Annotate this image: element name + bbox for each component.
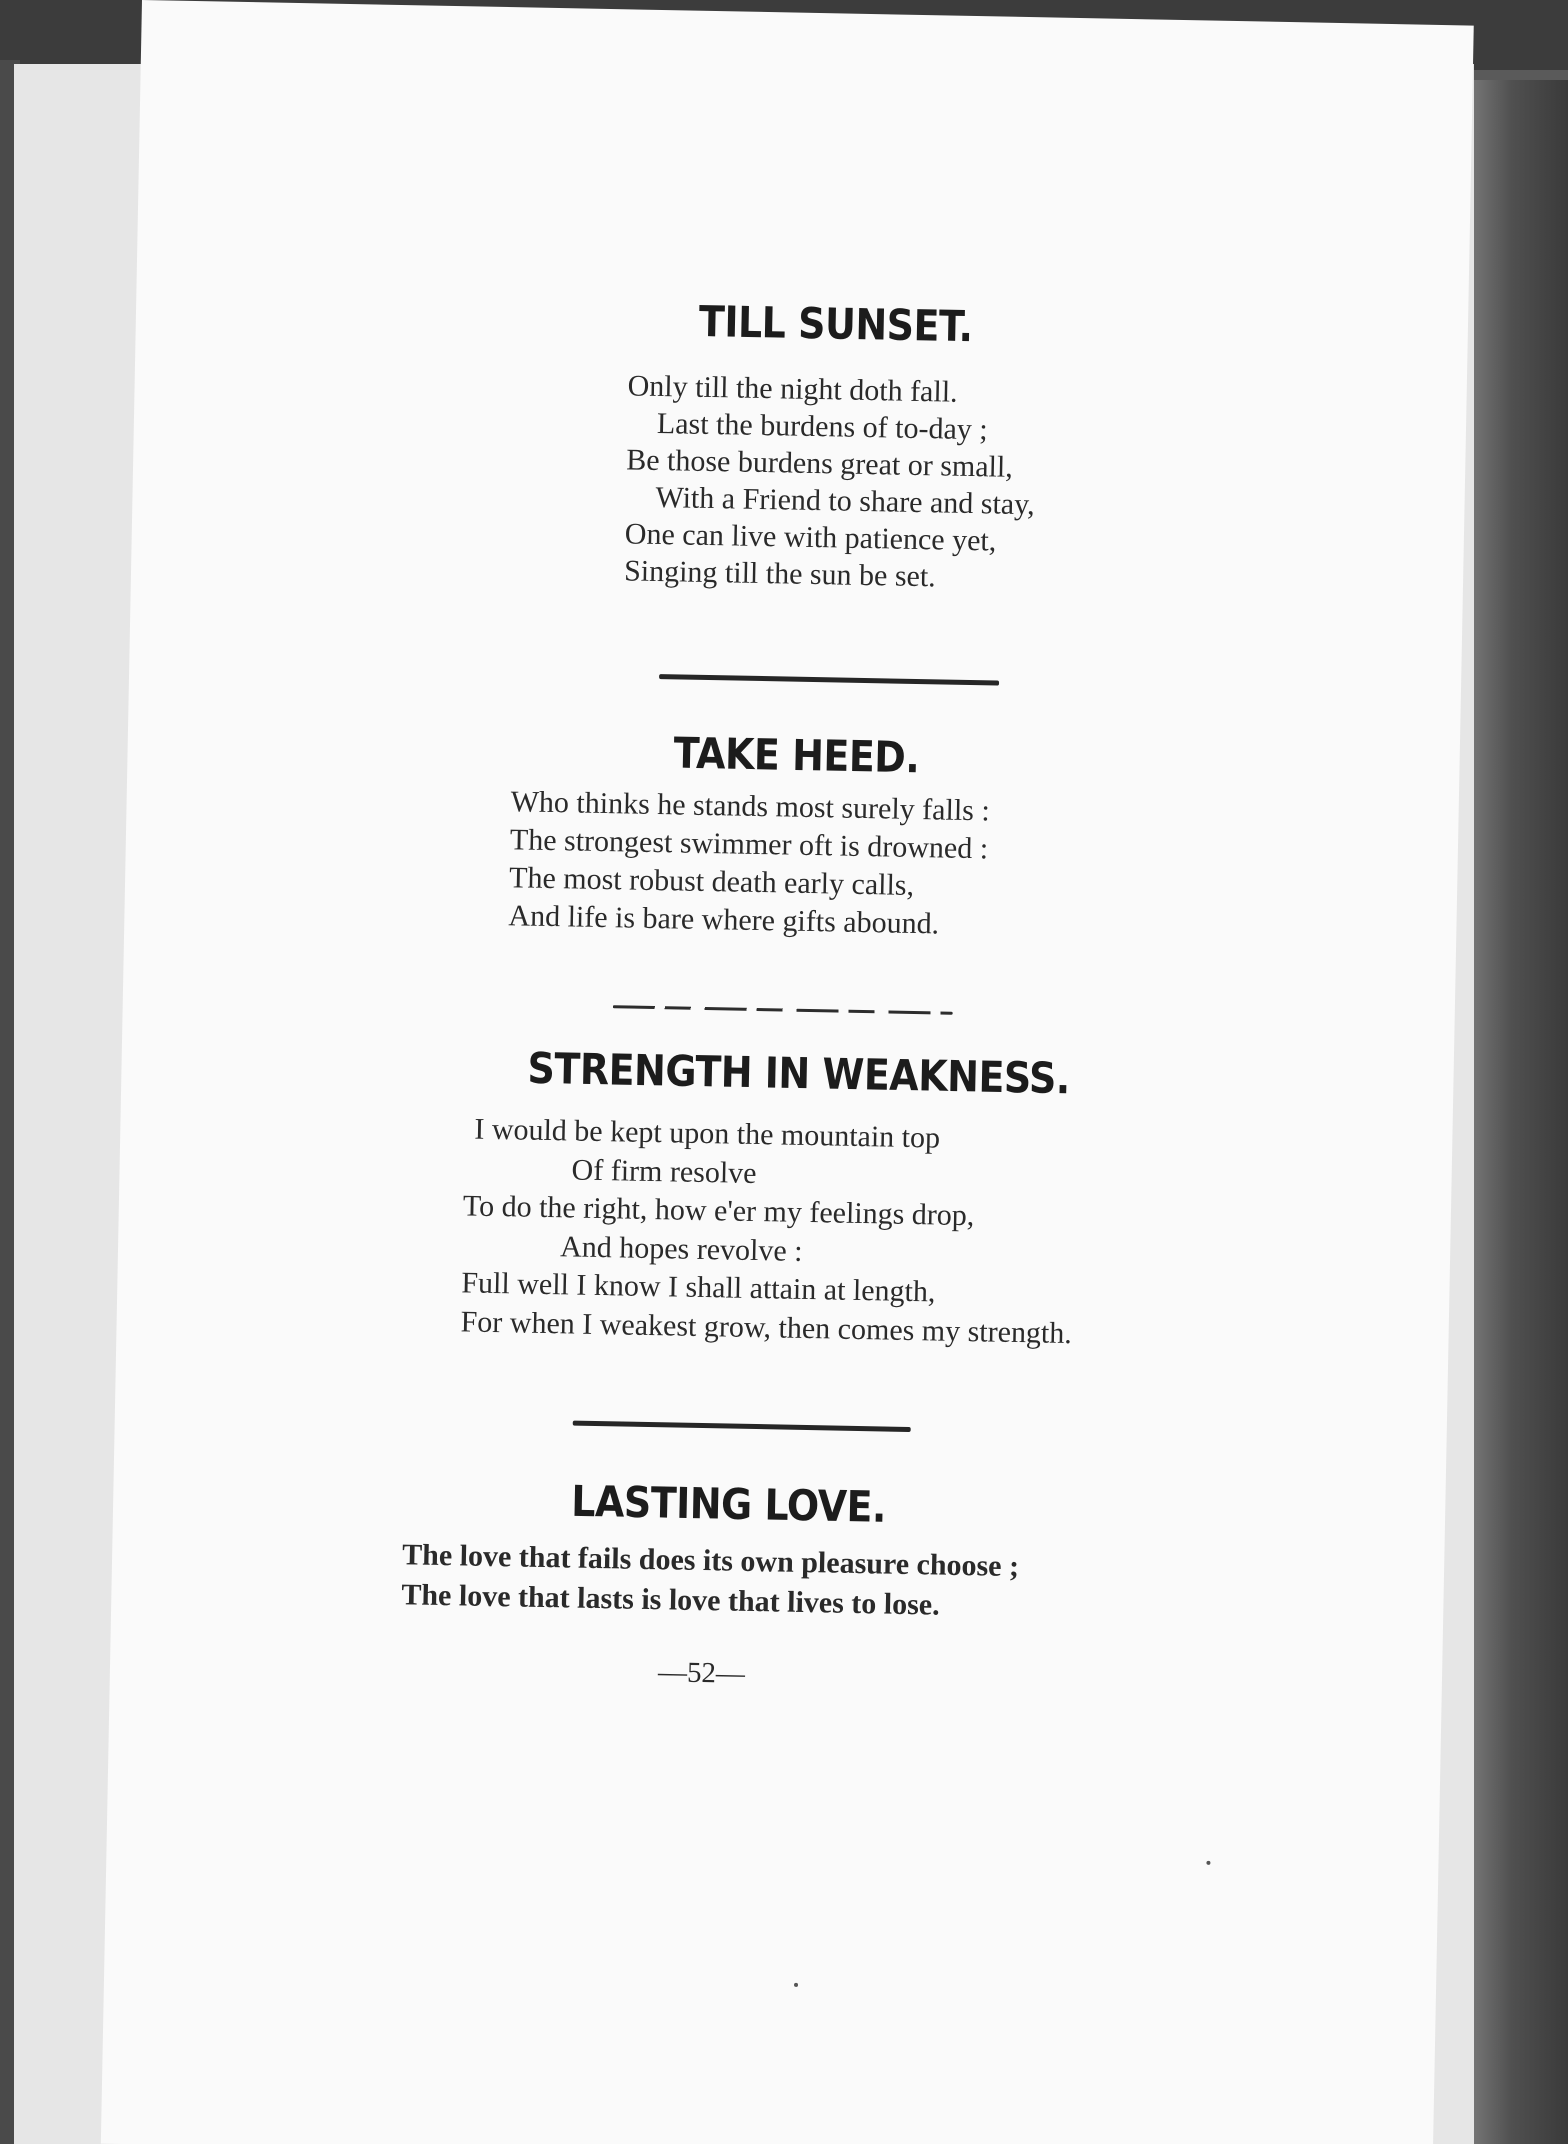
poem-line: To do the right, how e'er my feelings drop, xyxy=(462,1189,975,1233)
poem-title-till-sunset: TILL SUNSET. xyxy=(698,296,974,352)
poem-line: Be those burdens great or small, xyxy=(625,443,1014,484)
poem-line: Only till the night doth fall. xyxy=(627,369,958,409)
poem-line: With a Friend to share and stay, xyxy=(655,480,1036,522)
poem-title-take-heed: TAKE HEED. xyxy=(673,728,920,783)
section-divider xyxy=(659,674,999,686)
poem-line: Singing till the sun be set. xyxy=(623,554,937,594)
poem-stanza-till-sunset xyxy=(596,367,1037,597)
page-content xyxy=(101,0,1474,2144)
poem-line: The love that fails does its own pleasure choose ; xyxy=(401,1538,1020,1584)
page-number: —52— xyxy=(657,1656,746,1690)
poem-line: Of firm resolve xyxy=(571,1152,757,1190)
book-spine-edge xyxy=(1474,80,1568,2144)
poem-title-lasting-love: LASTING LOVE. xyxy=(570,1476,887,1532)
poem-stanza-strength-in-weakness xyxy=(460,1110,1076,1353)
book-page xyxy=(101,0,1474,2144)
poem-line: The strongest swimmer oft is drowned : xyxy=(509,823,989,866)
poem-line: For when I weakest grow, then comes my strength. xyxy=(460,1304,1073,1350)
paper-speck xyxy=(1206,1861,1210,1865)
poem-line: One can live with patience yet, xyxy=(624,517,997,558)
poem-line: Full well I know I shall attain at length, xyxy=(461,1266,936,1309)
paper-speck xyxy=(794,1983,798,1987)
poem-line: And life is bare where gifts abound. xyxy=(508,899,940,941)
poem-stanza-lasting-love xyxy=(401,1535,1019,1627)
section-divider xyxy=(573,1421,911,1432)
section-divider xyxy=(613,1005,953,1015)
poem-line: I would be kept upon the mountain top xyxy=(474,1112,941,1155)
poem-title-strength-in-weakness: STRENGTH IN WEAKNESS. xyxy=(527,1043,1071,1104)
poem-line: Who thinks he stands most surely falls : xyxy=(510,785,991,828)
poem-line: And hopes revolve : xyxy=(559,1229,803,1268)
poem-stanza-take-heed xyxy=(508,783,990,944)
poem-line: The love that lasts is love that lives to lose. xyxy=(401,1578,940,1622)
poem-line: Last the burdens of to-day ; xyxy=(656,406,988,447)
poem-line: The most robust death early calls, xyxy=(508,861,915,902)
